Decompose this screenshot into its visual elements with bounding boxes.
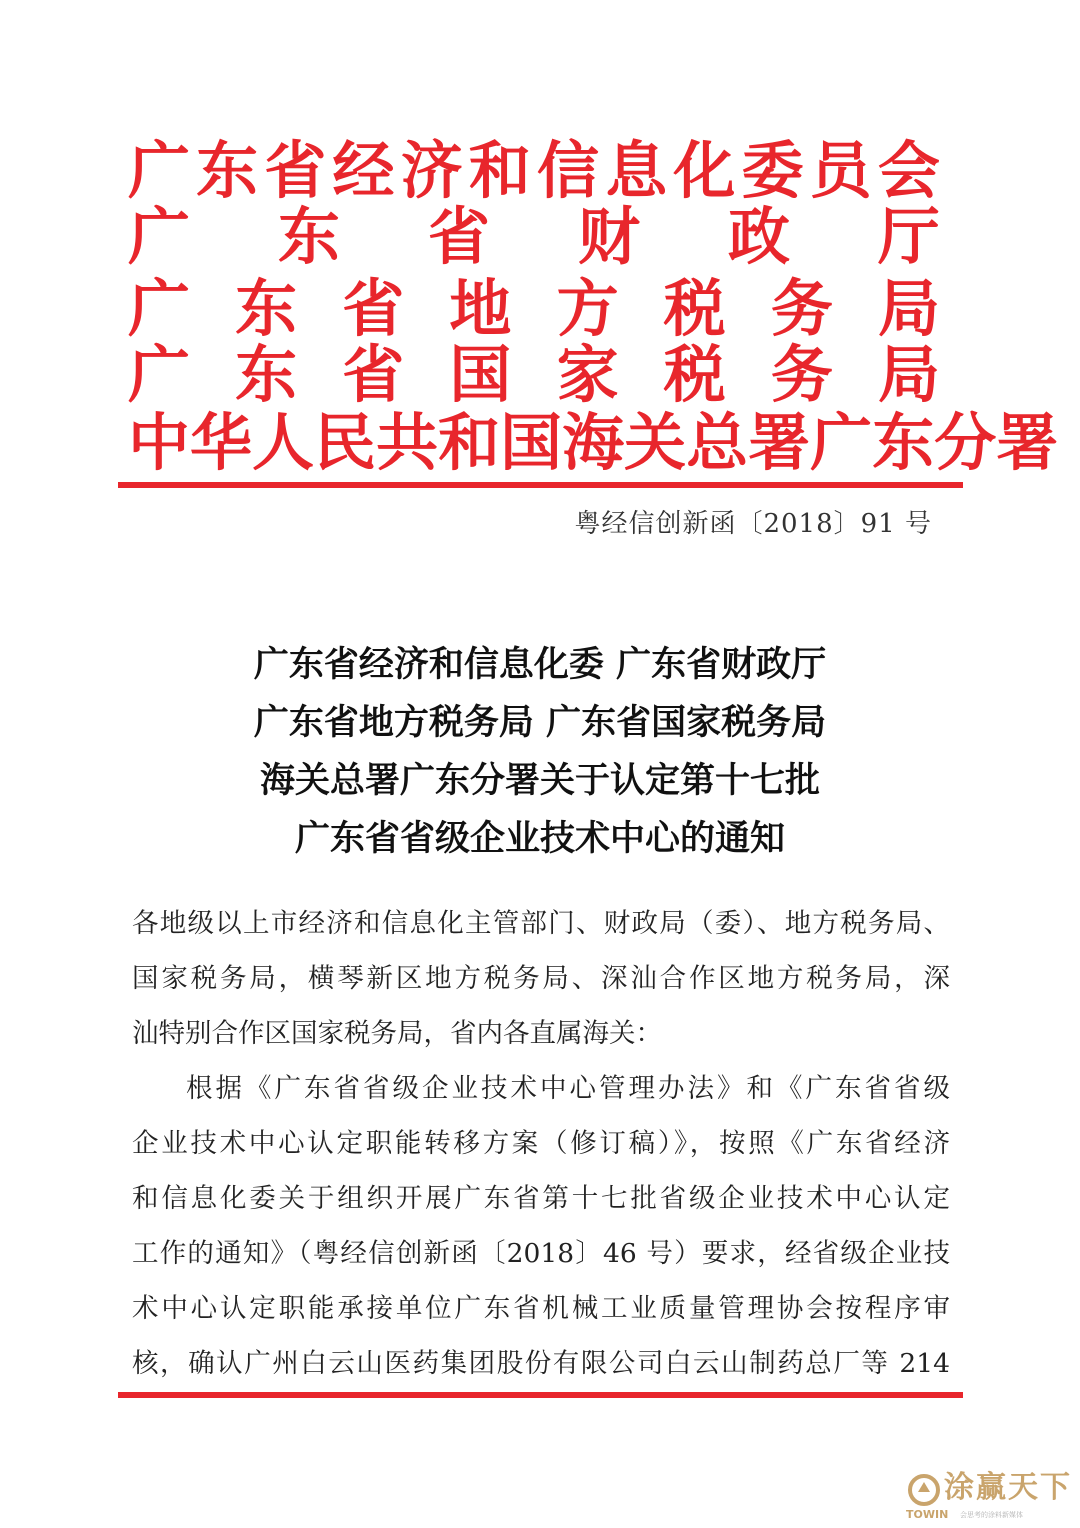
document-number: 粤经信创新函〔2018〕91 号 [574, 509, 932, 539]
watermark-slogan: 会思考的涂料新媒体 [960, 1511, 1023, 1519]
header-org-4: 广 东 省 国 家 税 务 局 [128, 338, 940, 411]
watermark-name-en: TOWIN [906, 1508, 949, 1521]
paragraph-line: 工作的通知》（粤经信创新函〔2018〕46 号）要求，经省级企业技 [132, 1238, 950, 1269]
header-org-2: 广 东 省 财 政 厅 [128, 200, 940, 273]
title-line: 广东省地方税务局 广东省国家税务局 [253, 703, 827, 743]
header-red-rule [118, 482, 963, 488]
recipient-line: 国家税务局，横琴新区地方税务局、深汕合作区地方税务局，深 [132, 963, 950, 994]
title-line: 广东省经济和信息化委 广东省财政厅 [253, 645, 827, 685]
header-org-5: 中 华 人 民 共 和 国 海 关 总 署 广 东 分 署 [128, 406, 1059, 479]
paragraph-line: 核，确认广州白云山医药集团股份有限公司白云山制药总厂等 214 [132, 1348, 950, 1379]
footer-red-rule [118, 1392, 963, 1398]
document-title [110, 636, 970, 868]
title-line: 广东省省级企业技术中心的通知 [294, 819, 785, 859]
document-body [132, 896, 950, 1391]
header-org-1: 广 东 省 经 济 和 信 息 化 委 员 会 [128, 134, 940, 207]
recipient-line: 汕特别合作区国家税务局，省内各直属海关： [132, 1018, 662, 1049]
paragraph-line: 企业技术中心认定职能转移方案（修订稿）》，按照《广东省经济 [132, 1128, 950, 1159]
paragraph-line: 和信息化委关于组织开展广东省第十七批省级企业技术中心认定 [132, 1183, 950, 1214]
header-org-3: 广 东 省 地 方 税 务 局 [128, 272, 940, 345]
watermark [904, 1468, 1074, 1524]
recipient-line: 各地级以上市经济和信息化主管部门、财政局（委）、地方税务局、 [132, 908, 950, 939]
paragraph-line: 根据《广东省省级企业技术中心管理办法》和《广东省省级 [186, 1073, 950, 1104]
paragraph-line: 术中心认定职能承接单位广东省机械工业质量管理协会按程序审 [132, 1293, 950, 1324]
towin-logo-icon [906, 1472, 942, 1508]
watermark-name-cn: 涂赢天下 [944, 1470, 1072, 1505]
title-line: 海关总署广东分署关于认定第十七批 [259, 761, 820, 801]
